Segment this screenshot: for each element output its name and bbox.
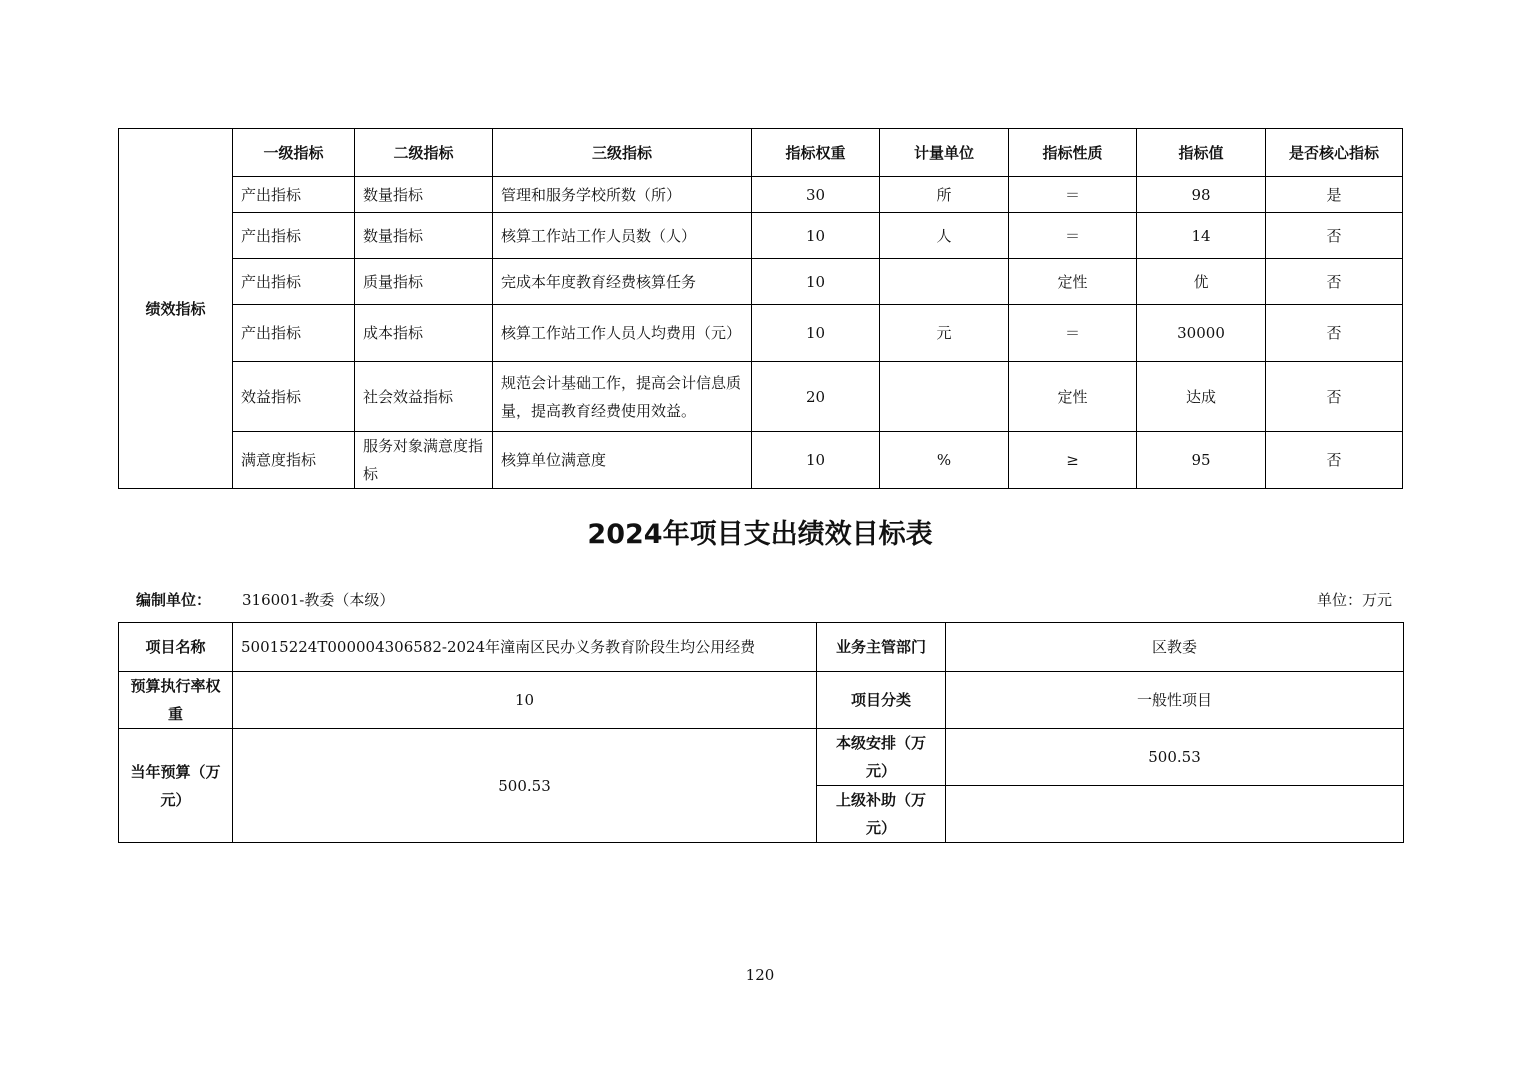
core-cell: 是: [1266, 177, 1403, 213]
value-cell: 98: [1137, 177, 1266, 213]
l1-cell: 产出指标: [233, 259, 355, 305]
nature-cell: ＝: [1009, 305, 1137, 362]
page-number: 120: [745, 966, 775, 984]
org-label: 编制单位：: [136, 591, 212, 609]
value-cell: 30000: [1137, 305, 1266, 362]
unit-cell: [880, 362, 1009, 432]
unit-text: 单位：万元: [1316, 591, 1392, 609]
l3-cell: 核算工作站工作人员人均费用（元）: [493, 305, 752, 362]
category-value: 一般性项目: [946, 672, 1404, 729]
unit-cell: 元: [880, 305, 1009, 362]
table-row: [119, 177, 1403, 213]
header-cell: 是否核心指标: [1266, 129, 1403, 177]
project-info-table: [118, 622, 1404, 843]
l3-cell: 规范会计基础工作，提高会计信息质量，提高教育经费使用效益。: [493, 362, 752, 432]
dept-value: 区教委: [946, 623, 1404, 672]
core-cell: 否: [1266, 213, 1403, 259]
header-cell: 指标权重: [752, 129, 880, 177]
project-name-label: 项目名称: [119, 623, 233, 672]
org-value: 316001-教委（本级）: [242, 591, 395, 609]
project-name-value: 50015224T000004306582-2024年潼南区民办义务教育阶段生均公用经费: [233, 623, 817, 672]
weight-cell: 20: [752, 362, 880, 432]
value-cell: 优: [1137, 259, 1266, 305]
value-cell: 14: [1137, 213, 1266, 259]
table-row: [119, 213, 1403, 259]
nature-cell: 定性: [1009, 362, 1137, 432]
l1-cell: 产出指标: [233, 177, 355, 213]
upper-value: [946, 786, 1404, 843]
table-row: [119, 305, 1403, 362]
own-value: 500.53: [946, 729, 1404, 786]
nature-cell: 定性: [1009, 259, 1137, 305]
unit-cell: %: [880, 432, 1009, 489]
unit-cell: 人: [880, 213, 1009, 259]
upper-label: 上级补助（万元）: [817, 786, 946, 843]
table-row: [119, 259, 1403, 305]
header-cell: 一级指标: [233, 129, 355, 177]
core-cell: 否: [1266, 362, 1403, 432]
l1-cell: 效益指标: [233, 362, 355, 432]
group-label: 绩效指标: [119, 129, 233, 489]
header-cell: 指标值: [1137, 129, 1266, 177]
l2-cell: 质量指标: [355, 259, 493, 305]
l1-cell: 产出指标: [233, 305, 355, 362]
weight-cell: 30: [752, 177, 880, 213]
dept-label: 业务主管部门: [817, 623, 946, 672]
budget-value: 500.53: [233, 729, 817, 843]
l3-cell: 管理和服务学校所数（所）: [493, 177, 752, 213]
header-cell: 指标性质: [1009, 129, 1137, 177]
own-label: 本级安排（万元）: [817, 729, 946, 786]
unit-cell: [880, 259, 1009, 305]
l1-cell: 满意度指标: [233, 432, 355, 489]
performance-indicator-table: [118, 128, 1403, 489]
l2-cell: 成本指标: [355, 305, 493, 362]
l2-cell: 社会效益指标: [355, 362, 493, 432]
core-cell: 否: [1266, 305, 1403, 362]
core-cell: 否: [1266, 259, 1403, 305]
value-cell: 95: [1137, 432, 1266, 489]
l2-cell: 数量指标: [355, 213, 493, 259]
exec-rate-label: 预算执行率权重: [119, 672, 233, 729]
header-cell: 三级指标: [493, 129, 752, 177]
table-row: [119, 362, 1403, 432]
weight-cell: 10: [752, 432, 880, 489]
l1-cell: 产出指标: [233, 213, 355, 259]
nature-cell: ＝: [1009, 213, 1137, 259]
budget-label: 当年预算（万元）: [119, 729, 233, 843]
core-cell: 否: [1266, 432, 1403, 489]
nature-cell: ≥: [1009, 432, 1137, 489]
nature-cell: ＝: [1009, 177, 1137, 213]
l3-cell: 完成本年度教育经费核算任务: [493, 259, 752, 305]
category-label: 项目分类: [817, 672, 946, 729]
weight-cell: 10: [752, 305, 880, 362]
l2-cell: 数量指标: [355, 177, 493, 213]
page-title: 2024年项目支出绩效目标表: [587, 519, 933, 550]
l3-cell: 核算工作站工作人员数（人）: [493, 213, 752, 259]
l3-cell: 核算单位满意度: [493, 432, 752, 489]
header-cell: 二级指标: [355, 129, 493, 177]
table-row: [119, 432, 1403, 489]
header-cell: 计量单位: [880, 129, 1009, 177]
exec-rate-value: 10: [233, 672, 817, 729]
value-cell: 达成: [1137, 362, 1266, 432]
unit-cell: 所: [880, 177, 1009, 213]
weight-cell: 10: [752, 213, 880, 259]
weight-cell: 10: [752, 259, 880, 305]
l2-cell: 服务对象满意度指标: [355, 432, 493, 489]
